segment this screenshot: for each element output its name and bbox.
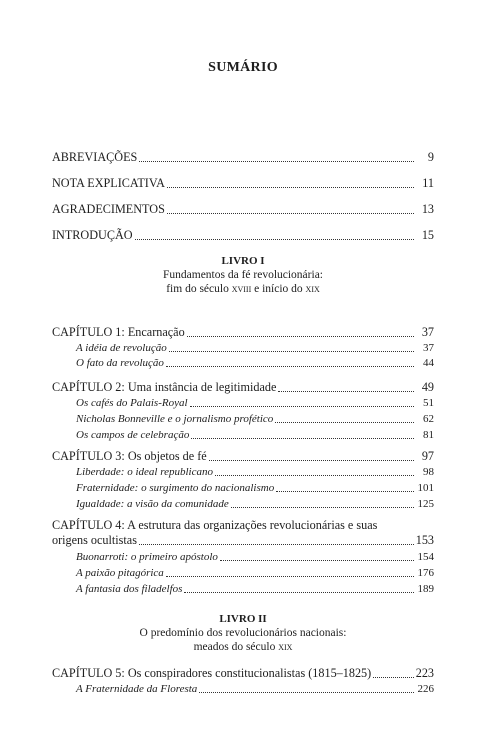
toc-section bbox=[52, 481, 434, 495]
dot-leader bbox=[276, 490, 414, 492]
entry-page: 15 bbox=[421, 228, 434, 242]
book-number: LIVRO I bbox=[221, 255, 265, 267]
toc-section bbox=[52, 465, 434, 479]
section-label: A paixão pitagórica bbox=[76, 567, 164, 579]
toc-entry-abreviacoes bbox=[52, 150, 434, 165]
toc-entry-nota-explicativa bbox=[52, 176, 434, 191]
toc-section bbox=[52, 341, 434, 355]
dot-leader bbox=[167, 186, 414, 188]
section-label: Fraternidade: o surgimento do nacionalismo bbox=[76, 482, 275, 494]
toc-chapter-3 bbox=[52, 449, 434, 464]
section-label: Nicholas Bonneville e o jornalismo profético bbox=[76, 413, 274, 425]
section-label: Os cafés do Palais-Royal bbox=[76, 397, 188, 409]
section-label: O fato da revolução bbox=[76, 357, 164, 369]
chapter-label-line2: origens ocultistas bbox=[52, 533, 137, 547]
dot-leader bbox=[278, 390, 414, 392]
toc-entry-introducao bbox=[52, 228, 434, 243]
chapter-label-line2-row bbox=[52, 533, 434, 548]
dot-leader bbox=[139, 543, 414, 545]
section-page: 101 bbox=[417, 482, 434, 494]
dot-leader bbox=[373, 676, 414, 678]
section-page: 98 bbox=[423, 466, 434, 478]
entry-label: ABREVIAÇÕES bbox=[52, 150, 138, 164]
dot-leader bbox=[187, 335, 414, 337]
chapter-page: 37 bbox=[421, 325, 434, 339]
section-label: Igualdade: a visão da comunidade bbox=[76, 498, 229, 510]
chapter-page: 49 bbox=[421, 380, 434, 394]
section-page: 81 bbox=[423, 429, 434, 441]
toc-chapter-5 bbox=[52, 666, 434, 681]
dot-leader bbox=[166, 575, 414, 577]
dot-leader bbox=[215, 474, 414, 476]
chapter-label: CAPÍTULO 3: Os objetos de fé bbox=[52, 449, 207, 463]
book-subtitle-line1: Fundamentos da fé revolucionária: bbox=[163, 269, 323, 281]
book-subtitle-line1: O predomínio dos revolucionários nacionais: bbox=[139, 627, 347, 639]
dot-leader bbox=[139, 160, 414, 162]
section-page: 62 bbox=[423, 413, 434, 425]
toc-chapter-2 bbox=[52, 380, 434, 395]
dot-leader bbox=[231, 506, 414, 508]
entry-page: 9 bbox=[427, 150, 434, 164]
chapter-page: 153 bbox=[415, 533, 434, 547]
toc-chapter-1 bbox=[52, 325, 434, 340]
toc-section bbox=[52, 412, 434, 426]
toc-section bbox=[52, 356, 434, 370]
dot-leader bbox=[275, 421, 414, 423]
section-label: Os campos de celebração bbox=[76, 429, 190, 441]
toc-entry-agradecimentos bbox=[52, 202, 434, 217]
book-subtitle-line2: fim do século xviii e início do xix bbox=[166, 283, 320, 295]
chapter-label: CAPÍTULO 5: Os conspiradores constitucionalistas (1815–1825) bbox=[52, 666, 372, 680]
dot-leader bbox=[190, 405, 414, 407]
dot-leader bbox=[191, 437, 414, 439]
dot-leader bbox=[199, 691, 414, 693]
book-number: LIVRO II bbox=[219, 613, 267, 625]
page-title: SUMÁRIO bbox=[208, 60, 278, 75]
chapter-label: CAPÍTULO 1: Encarnação bbox=[52, 325, 185, 339]
dot-leader bbox=[166, 365, 414, 367]
chapter-label-line1: CAPÍTULO 4: A estrutura das organizações revolucionárias e suas bbox=[52, 518, 378, 532]
section-page: 226 bbox=[417, 683, 434, 695]
toc-section bbox=[52, 396, 434, 410]
toc-section bbox=[52, 428, 434, 442]
chapter-page: 97 bbox=[421, 449, 434, 463]
section-label: A Fraternidade da Floresta bbox=[76, 683, 198, 695]
section-label: Liberdade: o ideal republicano bbox=[76, 466, 213, 478]
chapter-label: CAPÍTULO 2: Uma instância de legitimidade bbox=[52, 380, 277, 394]
dot-leader bbox=[220, 559, 414, 561]
section-page: 154 bbox=[417, 551, 434, 563]
section-label: A fantasia dos filadelfos bbox=[76, 583, 183, 595]
entry-label: INTRODUÇÃO bbox=[52, 228, 133, 242]
toc-section bbox=[52, 550, 434, 564]
toc-section bbox=[52, 582, 434, 596]
section-label: A idéia de revolução bbox=[76, 342, 167, 354]
section-page: 125 bbox=[417, 498, 434, 510]
toc-section bbox=[52, 566, 434, 580]
section-page: 44 bbox=[423, 357, 434, 369]
section-label: Buonarroti: o primeiro apóstolo bbox=[76, 551, 218, 563]
book-heading-2 bbox=[52, 612, 434, 654]
toc-chapter-4 bbox=[52, 518, 434, 548]
dot-leader bbox=[169, 350, 414, 352]
section-page: 176 bbox=[417, 567, 434, 579]
entry-page: 11 bbox=[422, 176, 434, 190]
toc-section bbox=[52, 682, 434, 696]
section-page: 189 bbox=[417, 583, 434, 595]
book-heading-1 bbox=[52, 254, 434, 296]
entry-label: NOTA EXPLICATIVA bbox=[52, 176, 165, 190]
section-page: 37 bbox=[423, 342, 434, 354]
book-subtitle-line2: meados do século xix bbox=[193, 641, 293, 653]
dot-leader bbox=[184, 591, 414, 593]
dot-leader bbox=[167, 212, 414, 214]
dot-leader bbox=[135, 238, 414, 240]
toc-section bbox=[52, 497, 434, 511]
dot-leader bbox=[209, 459, 414, 461]
entry-label: AGRADECIMENTOS bbox=[52, 202, 165, 216]
entry-page: 13 bbox=[421, 202, 434, 216]
section-page: 51 bbox=[423, 397, 434, 409]
chapter-page: 223 bbox=[415, 666, 434, 680]
